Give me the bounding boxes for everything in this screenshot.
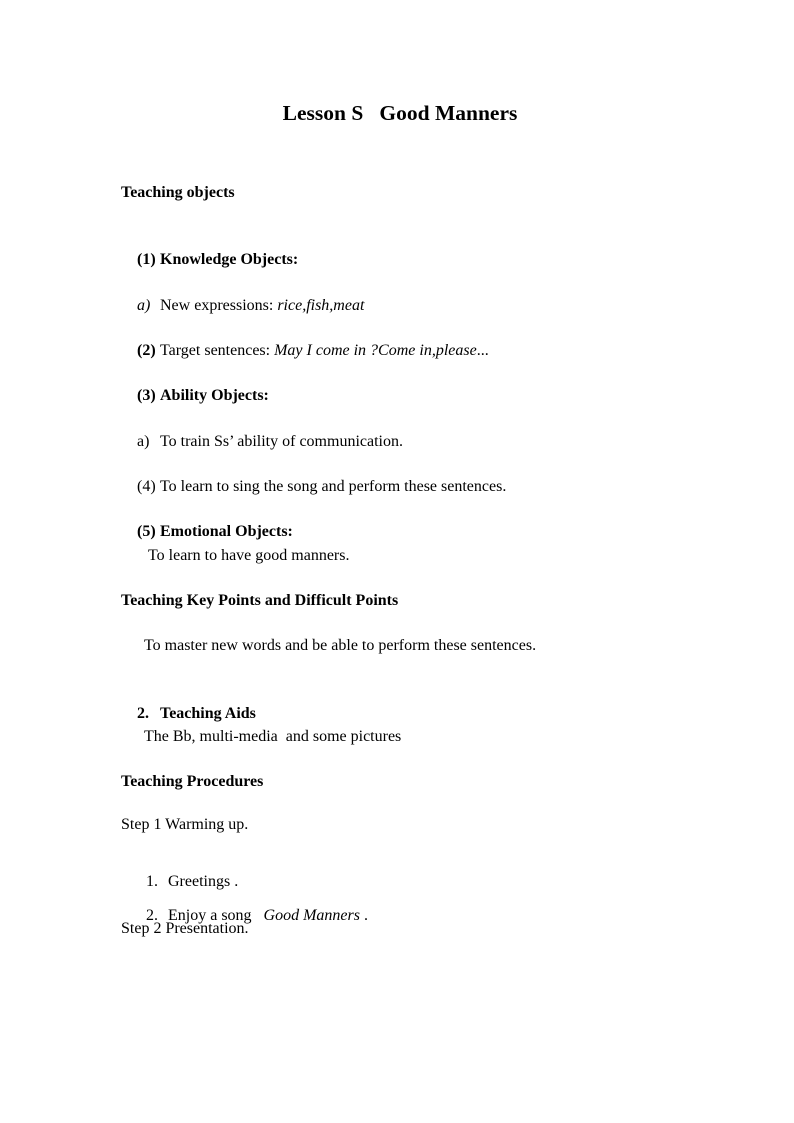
new-expressions-marker: a) — [137, 297, 151, 314]
procedure-item-2-suffix: . — [359, 907, 368, 924]
procedure-item-2-song-title: Good Manners — [263, 907, 360, 924]
target-sentences-suffix: ... — [476, 342, 489, 359]
target-sentences-value: May I come in ?Come in,please — [274, 342, 477, 359]
song-objective-text: To learn to sing the song and perform these sentences. — [160, 478, 507, 495]
teaching-aids-text: The Bb, multi-media and some pictures — [144, 728, 402, 745]
teaching-aids-number: 2. — [137, 705, 149, 722]
step-1-heading: Step 1 Warming up. — [121, 816, 249, 833]
procedure-item-2-text: Enjoy a song — [168, 907, 252, 924]
ability-item-text: To train Ss’ ability of communication. — [160, 433, 403, 450]
ability-objects-number: (3) — [137, 387, 156, 404]
target-sentences-number: (2) — [137, 342, 156, 359]
procedures-heading: Teaching Procedures — [121, 773, 264, 790]
teaching-objects-heading: Teaching objects — [121, 184, 235, 201]
step-2-heading: Step 2 Presentation. — [121, 920, 249, 937]
new-expressions-label: New expressions: — [160, 297, 274, 314]
knowledge-objects-label: Knowledge Objects: — [160, 251, 299, 268]
procedure-item-1-text: Greetings . — [168, 873, 239, 890]
teaching-aids-heading: Teaching Aids — [160, 705, 256, 722]
procedure-item-2-number: 2. — [146, 907, 158, 924]
knowledge-objects-number: (1) — [137, 251, 156, 268]
new-expressions-value: rice,fish,meat — [277, 297, 365, 314]
emotional-objects-number: (5) — [137, 523, 156, 540]
emotional-item-text: To learn to have good manners. — [148, 547, 350, 564]
procedure-item-1-number: 1. — [146, 873, 158, 890]
ability-objects-label: Ability Objects: — [160, 387, 269, 404]
key-points-heading: Teaching Key Points and Difficult Points — [121, 592, 399, 609]
target-sentences-label: Target sentences: — [160, 342, 271, 359]
document-title: Lesson S Good Manners — [282, 101, 518, 125]
key-points-text: To master new words and be able to perform these sentences. — [144, 637, 537, 654]
ability-item-marker: a) — [137, 433, 150, 450]
song-objective-number: (4) — [137, 478, 156, 495]
emotional-objects-label: Emotional Objects: — [160, 523, 293, 540]
